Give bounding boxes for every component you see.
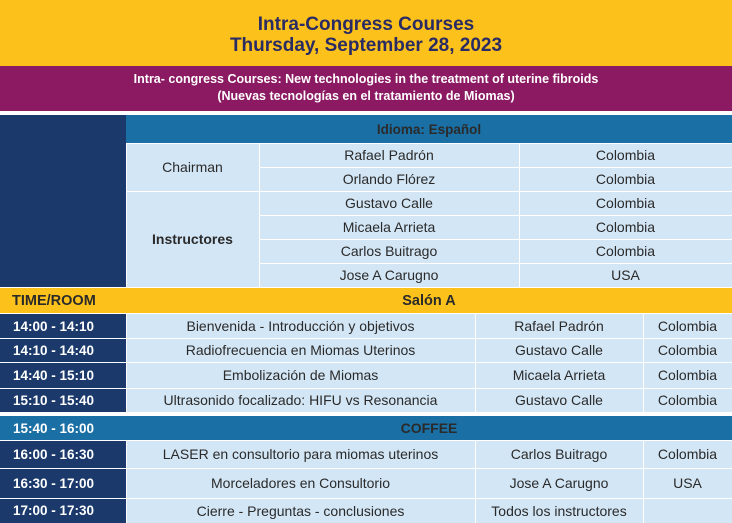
page-title: Intra-Congress Courses	[257, 14, 475, 35]
instructor-country: Colombia	[519, 191, 732, 215]
chairman-country: Colombia	[519, 167, 732, 191]
session-country: Colombia	[643, 338, 732, 362]
session-time: 14:00 - 14:10	[0, 314, 126, 338]
grid-line	[475, 440, 476, 523]
grid-line	[475, 314, 476, 412]
course-title-es: (Nuevas tecnologías en el tratamiento de Miomas)	[217, 89, 515, 103]
session-country: Colombia	[643, 440, 732, 468]
grid-line	[0, 440, 732, 441]
chairman-country: Colombia	[519, 143, 732, 167]
coffee-break: COFFEE	[126, 416, 732, 440]
session-country: Colombia	[643, 362, 732, 388]
session-topic: Cierre - Preguntas - conclusiones	[126, 498, 475, 523]
chairman-name: Orlando Flórez	[259, 167, 519, 191]
session-speaker: Micaela Arrieta	[475, 362, 643, 388]
grid-line	[126, 143, 127, 287]
session-topic: Morceladores en Consultorio	[126, 468, 475, 498]
faculty-side-block	[0, 143, 126, 287]
chairman-label: Chairman	[126, 143, 259, 191]
grid-line	[259, 215, 732, 216]
session-time: 14:40 - 15:10	[0, 362, 126, 388]
grid-line	[0, 412, 732, 416]
session-country: Colombia	[643, 388, 732, 412]
session-country	[643, 498, 732, 523]
instructor-name: Micaela Arrieta	[259, 215, 519, 239]
session-speaker: Gustavo Calle	[475, 338, 643, 362]
session-time: 16:00 - 16:30	[0, 440, 126, 468]
session-time: 17:00 - 17:30	[0, 498, 126, 523]
session-speaker: Carlos Buitrago	[475, 440, 643, 468]
session-speaker: Gustavo Calle	[475, 388, 643, 412]
session-speaker: Todos los instructores	[475, 498, 643, 523]
time-room-label: TIME/ROOM	[0, 288, 126, 313]
grid-line	[0, 498, 732, 499]
session-country: USA	[643, 468, 732, 498]
session-topic: LASER en consultorio para miomas uterinos	[126, 440, 475, 468]
room-name: Salón A	[126, 288, 732, 313]
grid-line	[0, 362, 732, 363]
course-banner	[0, 66, 732, 111]
break-time: 15:40 - 16:00	[0, 416, 126, 440]
grid-line	[0, 313, 732, 314]
grid-line	[643, 314, 644, 412]
grid-line	[126, 191, 732, 192]
event-date: Thursday, September 28, 2023	[229, 35, 503, 56]
grid-line	[259, 167, 732, 168]
instructor-name: Carlos Buitrago	[259, 239, 519, 263]
grid-line	[126, 143, 732, 144]
session-topic: Bienvenida - Introducción y objetivos	[126, 314, 475, 338]
course-title-en: Intra- congress Courses: New technologies in the treatment of uterine fibroids	[133, 72, 599, 86]
session-time: 14:10 - 14:40	[0, 338, 126, 362]
grid-line	[259, 263, 732, 264]
grid-line	[126, 440, 127, 523]
title-banner	[0, 0, 732, 66]
grid-line	[259, 239, 732, 240]
session-time: 16:30 - 17:00	[0, 468, 126, 498]
session-topic: Ultrasonido focalizado: HIFU vs Resonancia	[126, 388, 475, 412]
instructor-country: Colombia	[519, 215, 732, 239]
session-topic: Embolización de Miomas	[126, 362, 475, 388]
grid-line	[0, 468, 732, 469]
instructor-country: Colombia	[519, 239, 732, 263]
session-speaker: Jose A Carugno	[475, 468, 643, 498]
grid-line	[0, 338, 732, 339]
instructor-name: Gustavo Calle	[259, 191, 519, 215]
grid-line	[643, 440, 644, 523]
session-country: Colombia	[643, 314, 732, 338]
grid-line	[126, 314, 127, 412]
session-time: 15:10 - 15:40	[0, 388, 126, 412]
grid-line	[0, 388, 732, 389]
session-topic: Radiofrecuencia en Miomas Uterinos	[126, 338, 475, 362]
grid-line	[259, 143, 260, 287]
language-header: Idioma: Español	[126, 115, 732, 143]
grid-line	[519, 143, 520, 287]
header-corner	[0, 115, 126, 143]
instructor-country: USA	[519, 263, 732, 287]
chairman-name: Rafael Padrón	[259, 143, 519, 167]
session-speaker: Rafael Padrón	[475, 314, 643, 338]
instructor-name: Jose A Carugno	[259, 263, 519, 287]
instructors-label: Instructores	[126, 191, 259, 287]
